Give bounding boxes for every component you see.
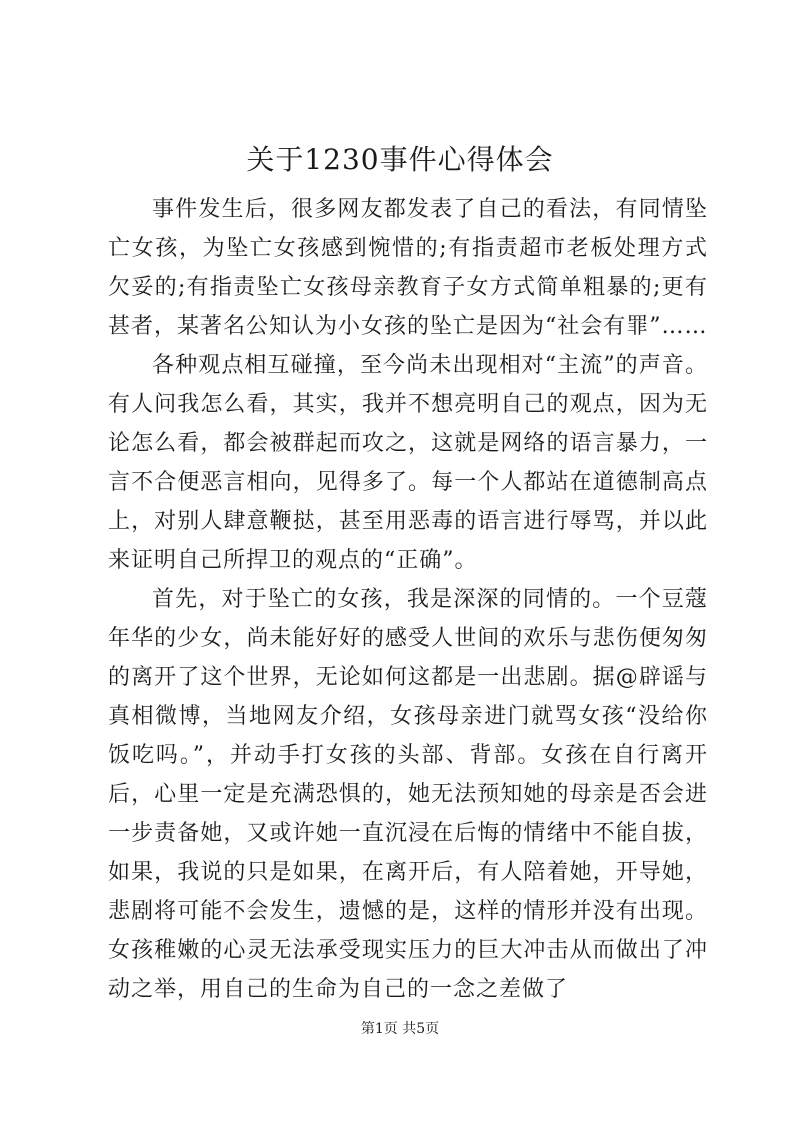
document-title: 关于1230事件心得体会 bbox=[246, 143, 554, 176]
page-number-footer: 第1页 共5页 bbox=[360, 1021, 440, 1037]
paragraph-3: 首先，对于坠亡的女孩，我是深深的同情的。一个豆蔻年华的少女，尚未能好好的感受人世间的欢乐与悲伤便匆匆的离开了这个世界，无论如何这都是一出悲剧。据@辟谣与真相微博，当地网友介绍，女孩母亲进门就骂女孩“没给你饭吃吗。”，并动手打女孩的头部、背部。女孩在自行离开后，心里一定是充满恐惧的，她无法预知她的母亲是否会进一步责备她，又或许她一直沉浸在后悔的情绪中不能自拔，如果，我说的只是如果，在离开后，有人陪着她，开导她，悲剧将可能不会发生，遗憾的是，这样的情形并没有出现。女孩稚嫩的心灵无法承受现实压力的巨大冲击从而做出了冲动之举，用自己的生命为自己的一念之差做了 bbox=[108, 587, 708, 1002]
document-body bbox=[108, 190, 708, 1009]
paragraph-1: 事件发生后，很多网友都发表了自己的看法，有同情坠亡女孩，为坠亡女孩感到惋惜的;有指责超市老板处理方式欠妥的;有指责坠亡女孩母亲教育子女方式简单粗暴的;更有甚者，某著名公知认为小女孩的坠亡是因为“社会有罪”…… bbox=[108, 197, 708, 339]
paragraph-2: 各种观点相互碰撞，至今尚未出现相对“主流”的声音。有人问我怎么看，其实，我并不想亮明自己的观点，因为无论怎么看，都会被群起而攻之，这就是网络的语言暴力，一言不合便恶言相向，见得多了。每一个人都站在道德制高点上，对别人肆意鞭挞，甚至用恶毒的语言进行辱骂，并以此来证明自己所捍卫的观点的“正确”。 bbox=[108, 353, 708, 573]
